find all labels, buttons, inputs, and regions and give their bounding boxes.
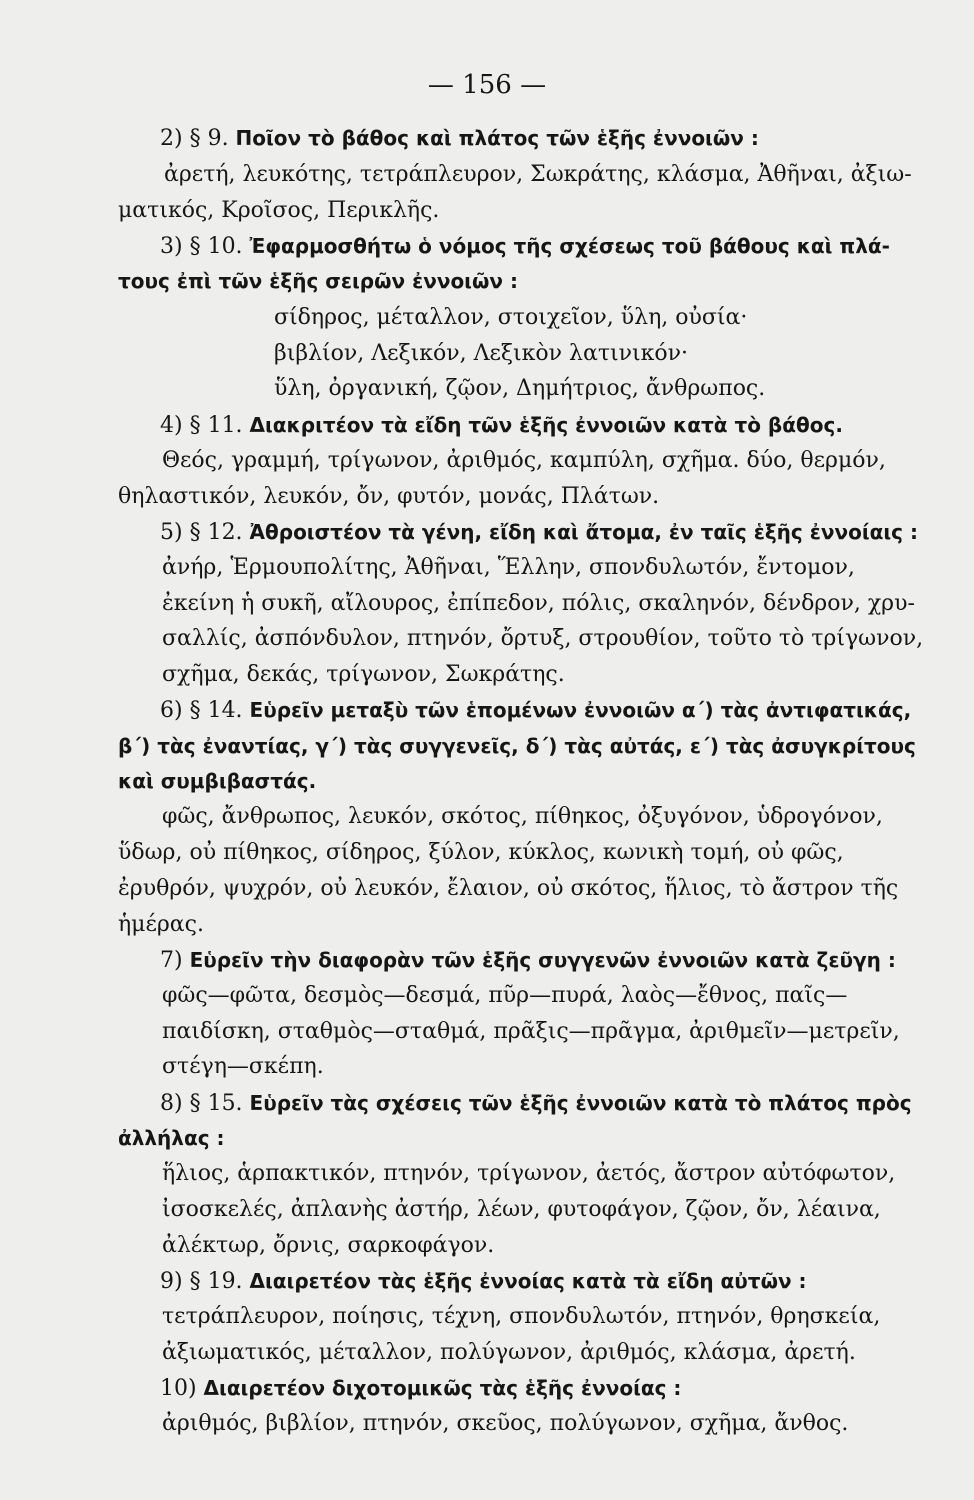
exercise-5-line-1: ἀνήρ, Ἑρμουπολίτης, Ἀθῆναι, Ἕλλην, σπονδυλωτόν, ἔντομον, xyxy=(162,555,855,580)
exercise-7-line-2: παιδίσκη, σταθμὸς—σταθμά, πρᾶξις—πρᾶγμα, ἀριθμεῖν—μετρεῖν, xyxy=(162,1019,900,1044)
exercise-8-title: Εὑρεῖν τὰς σχέσεις τῶν ἑξῆς ἐννοιῶν κατὰ τὸ πλάτος πρὸς xyxy=(249,1091,912,1115)
exercise-2-title: Ποῖον τὸ βάθος καὶ πλάτος τῶν ἑξῆς ἐννοιῶν : xyxy=(235,126,759,150)
exercise-10-title: Διαιρετέον διχοτομικῶς τὰς ἑξῆς ἐννοίας : xyxy=(203,1376,682,1400)
exercise-5-line-3: σαλλίς, ἀσπόνδυλον, πτηνόν, ὄρτυξ, στρουθίον, τοῦτο τὸ τρίγωνον, xyxy=(162,626,924,651)
exercise-7-title: Εὑρεῖν τὴν διαφορὰν τῶν ἑξῆς συγγενῶν ἐννοιῶν κατὰ ζεῦγη : xyxy=(189,948,896,972)
exercise-10-number: 10) xyxy=(160,1376,197,1401)
exercise-7-number: 7) xyxy=(160,948,183,973)
exercise-6-title-cont-1: β΄) τὰς ἐναντίας, γ΄) τὰς συγγενεῖς, δ΄) τὰς αὐτάς, ε΄) τὰς ἀσυγκρίτους xyxy=(118,734,916,758)
exercise-9-title: Διαιρετέον τὰς ἑξῆς ἐννοίας κατὰ τὰ εἴδη αὐτῶν : xyxy=(249,1269,807,1293)
exercise-6-line-3: ἐρυθρόν, ψυχρόν, οὐ λευκόν, ἔλαιον, οὐ σκότος, ἥλιος, τὸ ἄστρον τῆς xyxy=(118,876,899,901)
exercise-3-line-3: ὕλη, ὀργανική, ζῷον, Δημήτριος, ἄνθρωπος. xyxy=(274,376,766,401)
exercise-4-number: 4) § 11. xyxy=(160,413,243,438)
exercise-10-line-1: ἀριθμός, βιβλίον, πτηνόν, σκεῦος, πολύγωνον, σχῆμα, ἄνθος. xyxy=(162,1411,849,1436)
exercise-3-title-cont: τους ἐπὶ τῶν ἑξῆς σειρῶν ἐννοιῶν : xyxy=(118,269,518,293)
exercise-6-title-cont-2: καὶ συμβιβαστάς. xyxy=(118,769,317,793)
exercise-10-heading xyxy=(160,1373,681,1404)
exercise-8-title-cont: ἀλλήλας : xyxy=(118,1126,225,1150)
exercise-8-heading xyxy=(160,1088,912,1119)
exercise-5-number: 5) § 12. xyxy=(160,520,243,545)
exercise-3-number: 3) § 10. xyxy=(160,234,243,259)
exercise-9-line-2: ἀξιωματικός, μέταλλον, πολύγωνον, ἀριθμός, κλάσμα, ἀρετή. xyxy=(162,1340,856,1365)
exercise-6-heading xyxy=(160,695,911,726)
exercise-3-line-1: σίδηρος, μέταλλον, στοιχεῖον, ὕλη, οὐσία· xyxy=(274,305,748,330)
exercise-4-line-1: Θεός, γραμμή, τρίγωνον, ἀριθμός, καμπύλη, σχῆμα. δύο, θερμόν, xyxy=(162,448,886,473)
exercise-6-line-2: ὕδωρ, οὐ πίθηκος, σίδηρος, ξύλον, κύκλος, κωνικὴ τομή, οὐ φῶς, xyxy=(118,840,844,865)
exercise-6-line-4: ἡμέρας. xyxy=(118,912,204,937)
exercise-8-number: 8) § 15. xyxy=(160,1091,243,1116)
exercise-8-line-3: ἀλέκτωρ, ὄρνις, σαρκοφάγον. xyxy=(162,1233,495,1258)
exercise-9-number: 9) § 19. xyxy=(160,1269,243,1294)
exercise-6-title: Εὑρεῖν μεταξὺ τῶν ἑπομένων ἐννοιῶν α΄) τὰς ἀντιφατικάς, xyxy=(249,698,912,722)
exercise-6-line-1: φῶς, ἄνθρωπος, λευκόν, σκότος, πίθηκος, ὀξυγόνον, ὑδρογόνον, xyxy=(162,804,883,829)
exercise-3-heading xyxy=(160,231,890,262)
exercise-7-line-1: φῶς—φῶτα, δεσμὸς—δεσμά, πῦρ—πυρά, λαὸς—ἔθνος, παῖς— xyxy=(162,983,848,1008)
exercise-5-line-4: σχῆμα, δεκάς, τρίγωνον, Σωκράτης. xyxy=(162,662,565,687)
exercise-3-title: Ἐφαρμοσθήτω ὁ νόμος τῆς σχέσεως τοῦ βάθους καὶ πλά- xyxy=(249,234,890,258)
exercise-7-heading xyxy=(160,945,896,976)
page-number: — 156 — xyxy=(427,70,547,100)
exercise-3-line-2: βιβλίον, Λεξικόν, Λεξικὸν λατινικόν· xyxy=(274,341,688,366)
exercise-2-line-1: ἀρετή, λευκότης, τετράπλευρον, Σωκράτης, κλάσμα, Ἀθῆναι, ἀξιω- xyxy=(164,162,912,187)
exercise-9-line-1: τετράπλευρον, ποίησις, τέχνη, σπονδυλωτόν, πτηνόν, θρησκεία, xyxy=(162,1304,881,1329)
exercise-5-heading xyxy=(160,517,918,548)
exercise-8-line-1: ἥλιος, ἁρπακτικόν, πτηνόν, τρίγωνον, ἀετός, ἄστρον αὐτόφωτον, xyxy=(162,1161,896,1186)
exercise-2-line-2: ματικός, Κροῖσος, Περικλῆς. xyxy=(118,198,440,223)
exercise-5-title: Ἀθροιστέον τὰ γένη, εἴδη καὶ ἄτομα, ἐν ταῖς ἑξῆς ἐννοίαις : xyxy=(249,520,918,544)
exercise-5-line-2: ἐκείνη ἡ συκῆ, αἴλουρος, ἐπίπεδον, πόλις, σκαληνόν, δένδρον, χρυ- xyxy=(162,591,915,616)
exercise-7-line-3: στέγη—σκέπη. xyxy=(162,1054,324,1079)
exercise-4-line-2: θηλαστικόν, λευκόν, ὄν, φυτόν, μονάς, Πλάτων. xyxy=(118,484,660,509)
exercise-8-line-2: ἰσοσκελές, ἀπλανὴς ἀστήρ, λέων, φυτοφάγον, ζῷον, ὄν, λέαινα, xyxy=(162,1197,881,1222)
exercise-9-heading xyxy=(160,1266,807,1297)
exercise-4-title: Διακριτέον τὰ εἴδη τῶν ἑξῆς ἐννοιῶν κατὰ τὸ βάθος. xyxy=(249,413,843,437)
exercise-2-number: 2) § 9. xyxy=(160,126,229,151)
exercise-2-heading xyxy=(160,123,759,154)
exercise-6-number: 6) § 14. xyxy=(160,698,243,723)
exercise-4-heading xyxy=(160,410,843,441)
